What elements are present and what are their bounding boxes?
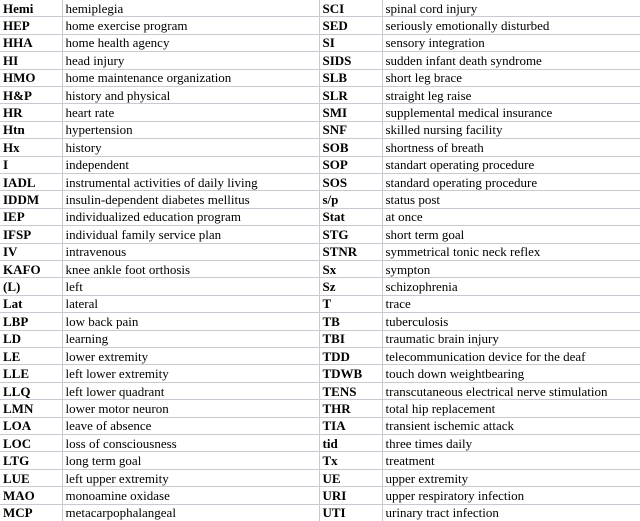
abbreviation-cell: LTG — [0, 452, 62, 469]
definition-cell: traumatic brain injury — [382, 330, 640, 347]
table-row — [0, 139, 640, 156]
abbreviation-cell: URI — [319, 487, 382, 504]
table-row — [0, 452, 640, 469]
definition-cell: heart rate — [62, 104, 319, 121]
abbreviation-cell: THR — [319, 400, 382, 417]
table-row — [0, 104, 640, 121]
definition-cell: skilled nursing facility — [382, 121, 640, 138]
definition-cell: insulin-dependent diabetes mellitus — [62, 191, 319, 208]
definition-cell: intravenous — [62, 243, 319, 260]
definition-cell: upper extremity — [382, 469, 640, 486]
table-row — [0, 278, 640, 295]
abbreviation-cell: IDDM — [0, 191, 62, 208]
abbreviation-cell: TDWB — [319, 365, 382, 382]
abbreviation-cell: TDD — [319, 348, 382, 365]
definition-cell: sudden infant death syndrome — [382, 52, 640, 69]
abbreviation-cell: Hx — [0, 139, 62, 156]
definition-cell: short term goal — [382, 226, 640, 243]
abbreviation-cell: LOA — [0, 417, 62, 434]
abbreviation-cell: MCP — [0, 504, 62, 521]
abbreviation-cell: HEP — [0, 17, 62, 34]
definition-cell: sympton — [382, 260, 640, 277]
table-row — [0, 34, 640, 51]
definition-cell: home exercise program — [62, 17, 319, 34]
definition-cell: left upper extremity — [62, 469, 319, 486]
abbreviation-cell: LBP — [0, 313, 62, 330]
definition-cell: long term goal — [62, 452, 319, 469]
definition-cell: status post — [382, 191, 640, 208]
table-row — [0, 417, 640, 434]
definition-cell: left lower extremity — [62, 365, 319, 382]
table-row — [0, 17, 640, 34]
abbreviation-cell: LMN — [0, 400, 62, 417]
table-row — [0, 382, 640, 399]
definition-cell: standard operating procedure — [382, 173, 640, 190]
abbreviation-cell: (L) — [0, 278, 62, 295]
abbreviation-cell: LLQ — [0, 382, 62, 399]
abbreviation-cell: Sz — [319, 278, 382, 295]
abbreviation-cell: STNR — [319, 243, 382, 260]
definition-cell: history — [62, 139, 319, 156]
abbreviation-cell: HMO — [0, 69, 62, 86]
table-row — [0, 295, 640, 312]
abbreviation-cell: TENS — [319, 382, 382, 399]
definition-cell: transcutaneous electrical nerve stimulation — [382, 382, 640, 399]
definition-cell: tuberculosis — [382, 313, 640, 330]
definition-cell: left — [62, 278, 319, 295]
definition-cell: three times daily — [382, 435, 640, 452]
abbreviation-cell: IEP — [0, 208, 62, 225]
table-row — [0, 504, 640, 521]
abbreviation-cell: SI — [319, 34, 382, 51]
abbreviation-cell: SOS — [319, 173, 382, 190]
definition-cell: individualized education program — [62, 208, 319, 225]
abbreviation-cell: SNF — [319, 121, 382, 138]
abbreviation-cell: I — [0, 156, 62, 173]
definition-cell: metacarpophalangeal — [62, 504, 319, 521]
definition-cell: symmetrical tonic neck reflex — [382, 243, 640, 260]
table-row — [0, 365, 640, 382]
definition-cell: independent — [62, 156, 319, 173]
definition-cell: head injury — [62, 52, 319, 69]
table-row — [0, 173, 640, 190]
table-row — [0, 348, 640, 365]
abbreviation-cell: SLB — [319, 69, 382, 86]
abbreviation-cell: SOP — [319, 156, 382, 173]
definition-cell: individual family service plan — [62, 226, 319, 243]
definition-cell: leave of absence — [62, 417, 319, 434]
definition-cell: supplemental medical insurance — [382, 104, 640, 121]
abbreviation-cell: Hemi — [0, 0, 62, 17]
abbreviation-cell: Sx — [319, 260, 382, 277]
table-row — [0, 86, 640, 103]
definition-cell: hemiplegia — [62, 0, 319, 17]
abbreviation-cell: SCI — [319, 0, 382, 17]
abbreviation-cell: Tx — [319, 452, 382, 469]
table-row — [0, 52, 640, 69]
table-row — [0, 121, 640, 138]
table-row — [0, 208, 640, 225]
abbreviation-cell: H&P — [0, 86, 62, 103]
abbreviation-cell: HR — [0, 104, 62, 121]
abbreviation-cell: LD — [0, 330, 62, 347]
abbreviation-cell: SMI — [319, 104, 382, 121]
definition-cell: touch down weightbearing — [382, 365, 640, 382]
definition-cell: hypertension — [62, 121, 319, 138]
abbreviation-cell: T — [319, 295, 382, 312]
abbreviation-cell: IFSP — [0, 226, 62, 243]
table-row — [0, 69, 640, 86]
definition-cell: home health agency — [62, 34, 319, 51]
definition-cell: shortness of breath — [382, 139, 640, 156]
definition-cell: sensory integration — [382, 34, 640, 51]
table-row — [0, 487, 640, 504]
abbreviation-cell: LE — [0, 348, 62, 365]
table-row — [0, 330, 640, 347]
definition-cell: spinal cord injury — [382, 0, 640, 17]
abbreviation-cell: SLR — [319, 86, 382, 103]
abbreviation-cell: SIDS — [319, 52, 382, 69]
definition-cell: treatment — [382, 452, 640, 469]
abbreviation-cell: SOB — [319, 139, 382, 156]
definition-cell: total hip replacement — [382, 400, 640, 417]
definition-cell: lateral — [62, 295, 319, 312]
abbreviation-cell: MAO — [0, 487, 62, 504]
definition-cell: urinary tract infection — [382, 504, 640, 521]
definition-cell: learning — [62, 330, 319, 347]
abbreviation-cell: tid — [319, 435, 382, 452]
definition-cell: at once — [382, 208, 640, 225]
abbreviation-cell: s/p — [319, 191, 382, 208]
definition-cell: lower motor neuron — [62, 400, 319, 417]
definition-cell: monoamine oxidase — [62, 487, 319, 504]
abbreviation-cell: TB — [319, 313, 382, 330]
definition-cell: loss of consciousness — [62, 435, 319, 452]
definition-cell: short leg brace — [382, 69, 640, 86]
definition-cell: transient ischemic attack — [382, 417, 640, 434]
table-row — [0, 156, 640, 173]
abbreviation-cell: LUE — [0, 469, 62, 486]
definition-cell: knee ankle foot orthosis — [62, 260, 319, 277]
definition-cell: seriously emotionally disturbed — [382, 17, 640, 34]
definition-cell: low back pain — [62, 313, 319, 330]
abbreviation-cell: KAFO — [0, 260, 62, 277]
abbreviation-cell: TIA — [319, 417, 382, 434]
abbreviation-cell: HI — [0, 52, 62, 69]
definition-cell: telecommunication device for the deaf — [382, 348, 640, 365]
abbreviation-cell: Stat — [319, 208, 382, 225]
definition-cell: trace — [382, 295, 640, 312]
table-row — [0, 313, 640, 330]
table-row — [0, 226, 640, 243]
definition-cell: schizophrenia — [382, 278, 640, 295]
abbreviation-cell: IV — [0, 243, 62, 260]
table-row — [0, 469, 640, 486]
table-row — [0, 0, 640, 17]
definition-cell: home maintenance organization — [62, 69, 319, 86]
definition-cell: lower extremity — [62, 348, 319, 365]
abbreviation-cell: TBI — [319, 330, 382, 347]
abbreviation-cell: UE — [319, 469, 382, 486]
table-row — [0, 243, 640, 260]
table-row — [0, 191, 640, 208]
abbreviation-cell: IADL — [0, 173, 62, 190]
definition-cell: instrumental activities of daily living — [62, 173, 319, 190]
table-row — [0, 400, 640, 417]
abbreviation-cell: SED — [319, 17, 382, 34]
abbreviation-cell: UTI — [319, 504, 382, 521]
table-row — [0, 435, 640, 452]
table-row — [0, 260, 640, 277]
definition-cell: standart operating procedure — [382, 156, 640, 173]
definition-cell: straight leg raise — [382, 86, 640, 103]
abbreviation-cell: HHA — [0, 34, 62, 51]
abbreviation-cell: LLE — [0, 365, 62, 382]
definition-cell: upper respiratory infection — [382, 487, 640, 504]
abbreviation-cell: LOC — [0, 435, 62, 452]
definition-cell: left lower quadrant — [62, 382, 319, 399]
abbreviation-cell: Lat — [0, 295, 62, 312]
abbreviation-cell: Htn — [0, 121, 62, 138]
definition-cell: history and physical — [62, 86, 319, 103]
abbreviation-cell: STG — [319, 226, 382, 243]
